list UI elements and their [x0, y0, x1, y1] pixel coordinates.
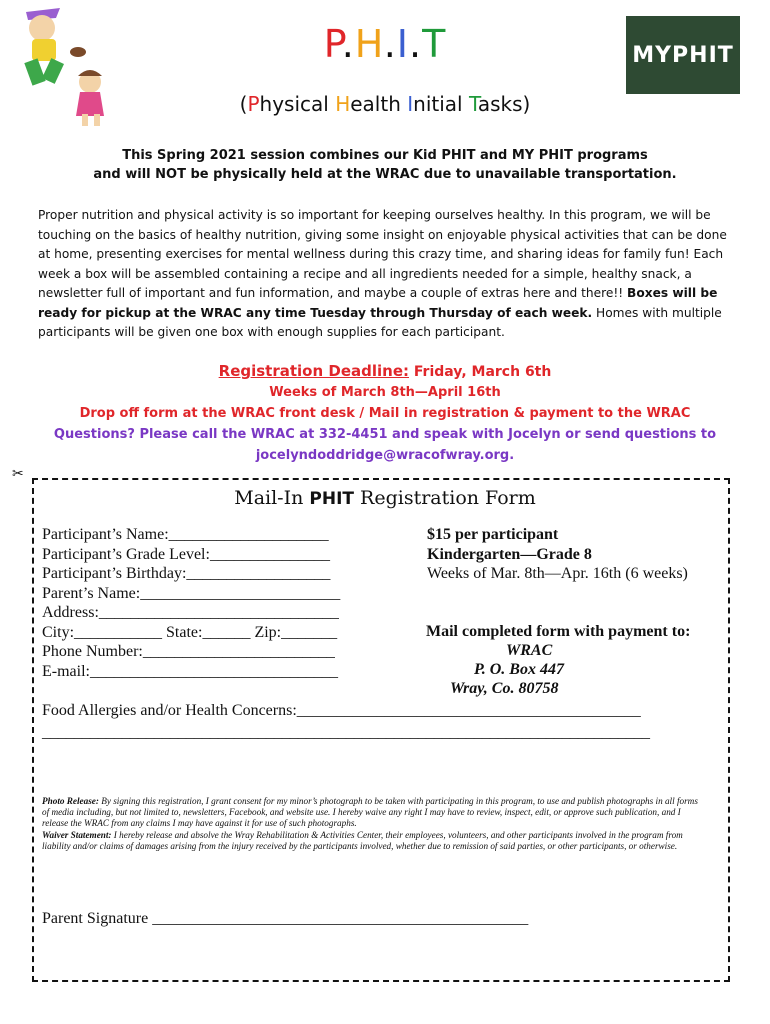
form-fields [42, 525, 340, 681]
program-description: Proper nutrition and physical activity is so important for keeping ourselves healthy. In this program, we will be touching on the basics of healthy nutrition, giving some insight on enjoyable physical activities that can be done at home, presenting exercises for mental wellness during this crazy time, and sharing ideas for family fun! Each week a box will be assembled containing a recipe and all ingredients needed for a simple, healthy snack, a newsletter full of important and fun information, and maybe a couple of extras here and there!! Boxes will be ready for pickup at the WRAC any time Tuesday through Thursday of each week. Homes with multiple participants will be given one box with enough supplies for each participant. [38, 208, 727, 339]
form-title: Mail-In PHIT Registration Form [234, 487, 536, 509]
pricing-info: $15 per participant Kindergarten—Grade 8 Weeks of Mar. 8th—Apr. 16th (6 weeks) [427, 526, 688, 582]
grade-level-field[interactable]: Participant’s Grade Level:_______________ [42, 545, 330, 563]
program-weeks: Weeks of March 8th—April 16th [269, 385, 501, 400]
contact-email[interactable]: jocelyndoddridge@wracofwray.org. [255, 448, 515, 463]
mailing-address: Mail completed form with payment to: WRAC P. O. Box 447 Wray, Co. 80758 [426, 623, 691, 697]
participant-name-field[interactable]: Participant’s Name:____________________ [42, 526, 329, 543]
birthday-field[interactable]: Participant’s Birthday:__________________ [42, 565, 331, 582]
email-field[interactable]: E-mail:_______________________________ [42, 662, 338, 680]
parent-name-field[interactable]: Parent’s Name:_________________________ [42, 584, 341, 602]
title-letter: T [422, 22, 447, 66]
title-letter: . [341, 22, 355, 66]
dropoff-instructions: Drop off form at the WRAC front desk / Mail in registration & payment to the WRAC [79, 406, 691, 421]
release-statements: Photo Release: By signing this registration, I grant consent for my minor’s photograph to be taken with participating in this program, to use and publish photographs in all forms of media including, but not limited to, newsletters, Facebook, and website use. I hereby waive any right I may have to review, inspect, edit, or approve such publication, and I release the WRAC from any claims I may have against it for use of such photographs. Waiver Statement: I hereby release and absolve the Wray Rehabilitation & Activities Center, their employees, volunteers, and other participants involved in the program from liability and/or claims of damages arising from the injury received by the participants involved, whether due to remission of said parties, or other participants, or otherwise. [42, 796, 698, 851]
registration-deadline: Registration Deadline: Friday, March 6th [218, 362, 552, 380]
session-notice: This Spring 2021 session combines our Kid PHIT and MY PHIT programs and will NOT be physically held at the WRAC due to unavailable transportation. [93, 148, 677, 182]
phone-field[interactable]: Phone Number:________________________ [42, 643, 335, 660]
questions-line: Questions? Please call the WRAC at 332-4451 and speak with Jocelyn or send questions to [53, 427, 717, 442]
parent-signature-field[interactable]: Parent Signature _______________________________________________ [42, 910, 529, 927]
allergy-field[interactable]: Food Allergies and/or Health Concerns:___________________________________________ ____________________________________________________________________________ [42, 702, 650, 741]
title-letter: I [396, 22, 409, 66]
title-letter: P [323, 22, 342, 66]
title-letter: H [354, 22, 384, 66]
title-letter: . [409, 22, 423, 66]
myphit-logo: MYPHIT [626, 16, 740, 94]
address-field[interactable]: Address:______________________________ [42, 604, 339, 621]
title-letter: . [383, 22, 397, 66]
city-state-zip-field[interactable]: City:___________ State:______ Zip:_______ [42, 623, 338, 641]
scissors-icon: ✂ [12, 466, 24, 482]
program-subtitle: (Physical Health Initial Tasks) [239, 92, 531, 116]
